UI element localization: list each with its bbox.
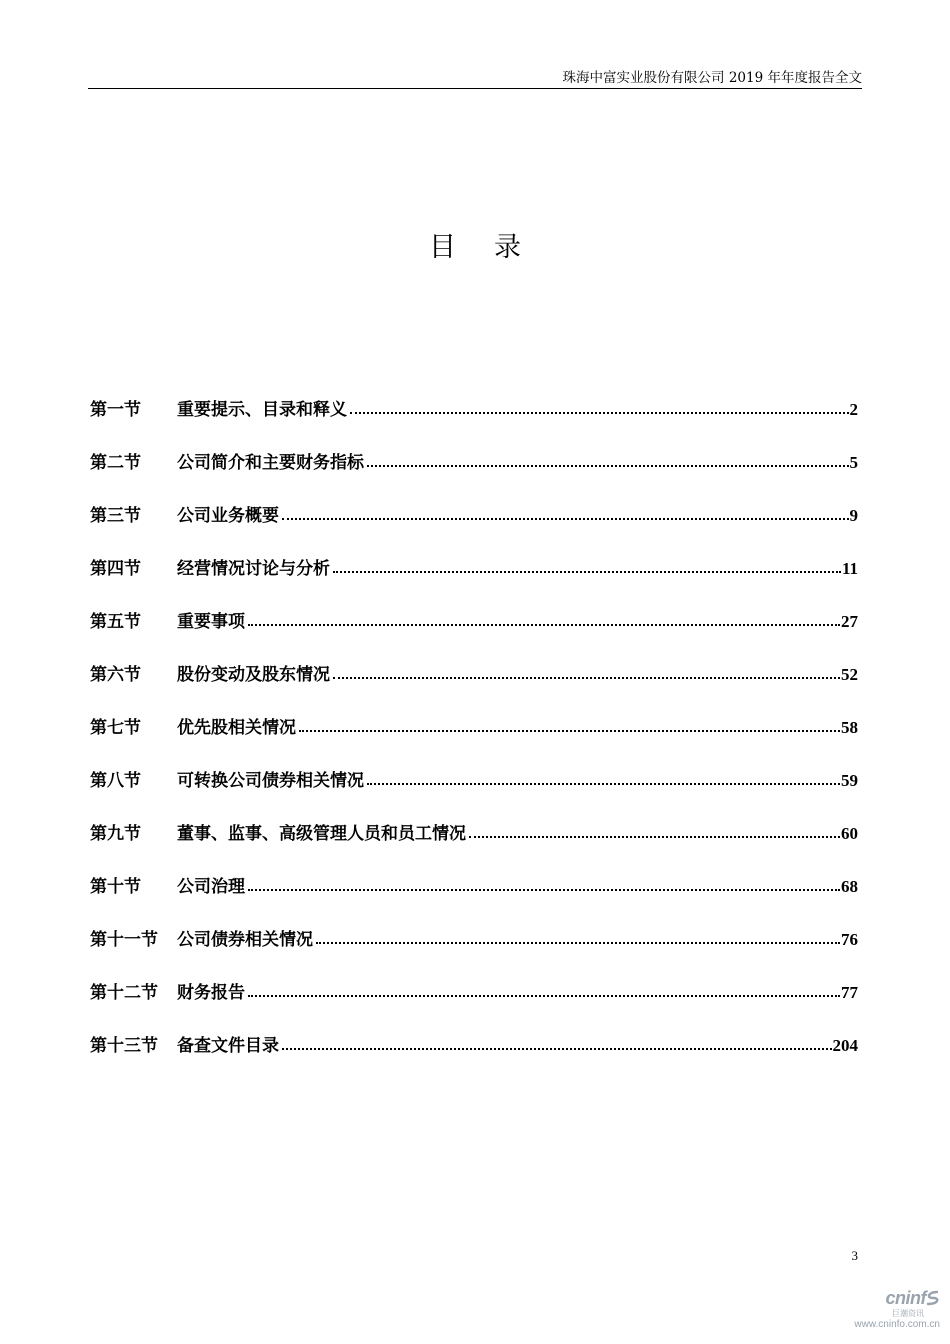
toc-leader-dots [316,942,840,944]
toc-leader-dots [248,624,840,626]
watermark-subtitle: 巨潮资讯 [892,1309,924,1318]
page-number: 3 [851,1248,858,1263]
toc-section-name: 董事、监事、高级管理人员和员工情况 [177,824,466,844]
toc-section-number: 第十节 [90,877,141,897]
watermark-url: www.cninfo.com.cn [854,1319,940,1330]
header-divider [88,88,862,89]
toc-section-name: 重要提示、目录和释义 [177,400,347,420]
toc-section-number: 第十二节 [90,983,158,1003]
toc-section-name: 公司债券相关情况 [177,930,313,950]
toc-section-name: 可转换公司债券相关情况 [177,771,364,791]
cninfo-watermark [850,1288,940,1334]
toc-leader-dots [367,465,849,467]
toc-section-number: 第八节 [90,771,141,791]
toc-leader-dots [248,889,840,891]
report-header-title: 珠海中富实业股份有限公司 2019 年年度报告全文 [562,70,862,86]
toc-section-name: 财务报告 [177,983,245,1003]
toc-leader-dots [350,412,849,414]
toc-entry[interactable] [90,1026,858,1056]
toc-section-number: 第二节 [90,453,141,473]
toc-leader-dots [299,730,840,732]
toc-section-number: 第九节 [90,824,141,844]
toc-page-number: 52 [841,665,858,684]
toc-leader-dots [282,1048,832,1050]
cninfo-logo-icon [926,1290,940,1306]
toc-entry[interactable] [90,708,858,738]
toc-page-number: 2 [849,400,858,419]
toc-entry[interactable] [90,814,858,844]
toc-page-number: 68 [841,877,858,896]
toc-page-number: 60 [841,824,858,843]
toc-section-name: 备查文件目录 [177,1036,279,1056]
toc-section-number: 第三节 [90,506,141,526]
toc-section-name: 公司业务概要 [177,506,279,526]
toc-section-number: 第五节 [90,612,141,632]
toc-leader-dots [333,677,840,679]
toc-section-name: 股份变动及股东情况 [177,665,330,685]
toc-entry[interactable] [90,443,858,473]
toc-page-number: 77 [841,983,858,1002]
toc-entry[interactable] [90,602,858,632]
toc-page-number: 5 [849,453,858,472]
toc-section-number: 第一节 [90,400,141,420]
toc-page-number: 204 [832,1036,858,1055]
toc-section-number: 第七节 [90,718,141,738]
toc-entry[interactable] [90,655,858,685]
toc-entry[interactable] [90,496,858,526]
toc-section-number: 第四节 [90,559,141,579]
watermark-logo-text: cninf [885,1288,926,1308]
toc-page-number: 58 [841,718,858,737]
toc-leader-dots [469,836,840,838]
toc-page-number: 9 [849,506,858,525]
toc-section-name: 公司治理 [177,877,245,897]
toc-section-name: 公司简介和主要财务指标 [177,453,364,473]
toc-leader-dots [333,571,841,573]
toc-entry[interactable] [90,390,858,420]
toc-leader-dots [282,518,849,520]
toc-page-number: 59 [841,771,858,790]
toc-section-name: 经营情况讨论与分析 [177,559,330,579]
toc-entry[interactable] [90,973,858,1003]
toc-entry[interactable] [90,920,858,950]
toc-section-name: 重要事项 [177,612,245,632]
toc-page-number: 11 [841,559,858,578]
toc-section-number: 第十三节 [90,1036,158,1056]
toc-section-name: 优先股相关情况 [177,718,296,738]
toc-section-number: 第十一节 [90,930,158,950]
toc-entry[interactable] [90,867,858,897]
toc-leader-dots [248,995,840,997]
toc-section-number: 第六节 [90,665,141,685]
toc-title: 目录 [429,232,559,263]
toc-page-number: 76 [841,930,858,949]
toc-entry[interactable] [90,761,858,791]
toc-page-number: 27 [841,612,858,631]
toc-entry[interactable] [90,549,858,579]
toc-leader-dots [367,783,840,785]
